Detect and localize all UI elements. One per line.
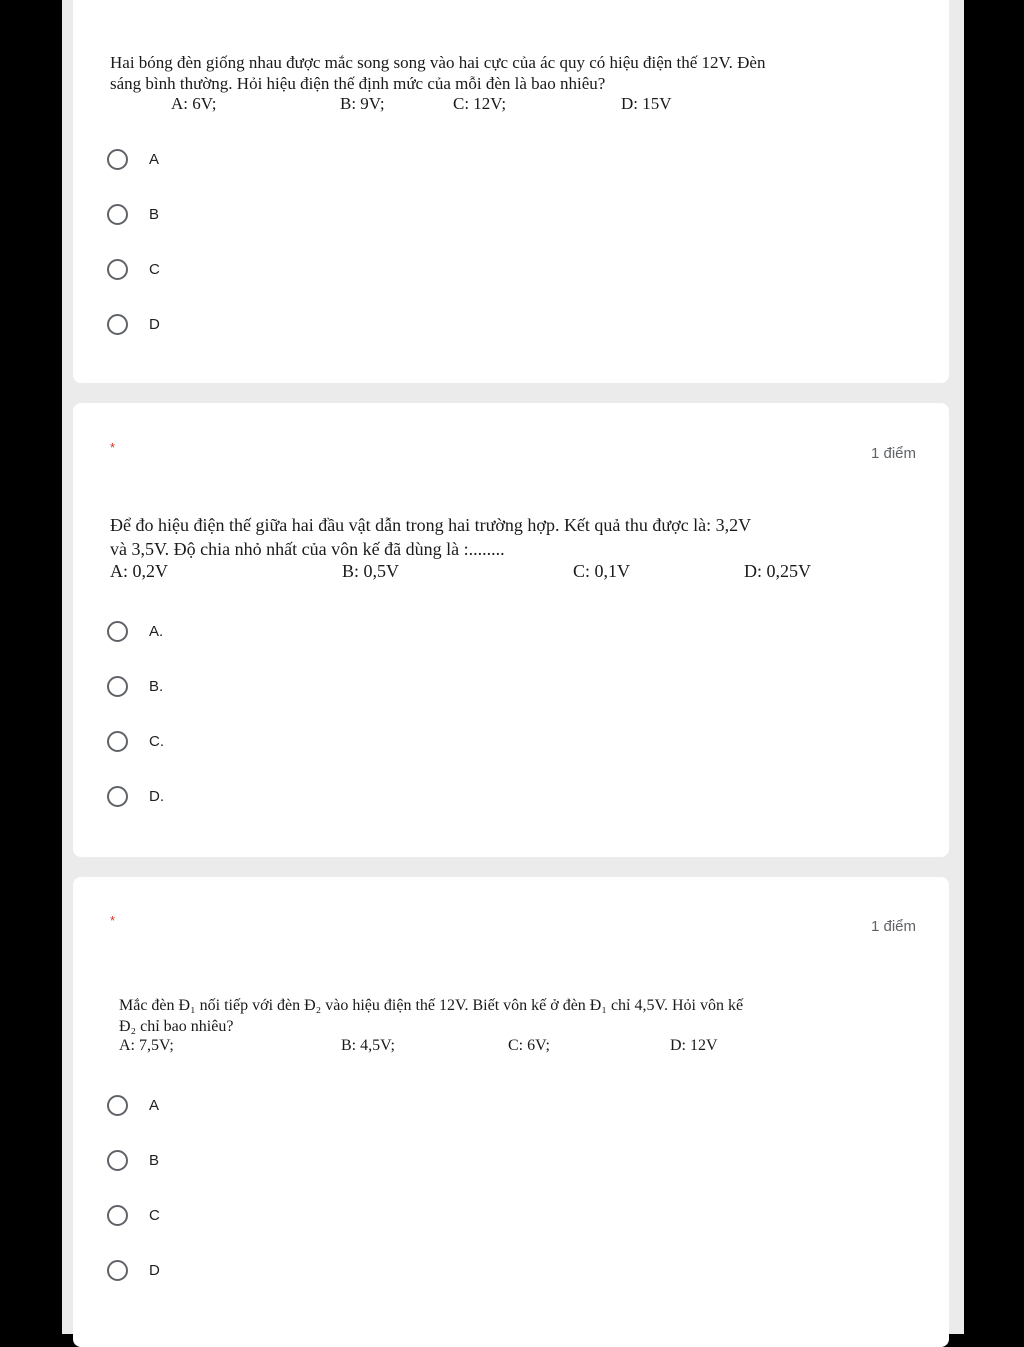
radio-circle-icon[interactable] (107, 204, 128, 225)
question-image-1 (110, 52, 930, 116)
radio-circle-icon[interactable] (107, 149, 128, 170)
option-label: A (149, 1096, 160, 1114)
option-label: C. (149, 732, 164, 750)
option-label: B. (149, 677, 164, 695)
question-text-line: Để đo hiệu điện thế giữa hai đầu vật dẫn trong hai trường hợp. Kết quả thu được là: 3,2V (110, 515, 752, 535)
option-label: C (149, 1206, 160, 1224)
required-asterisk: * (110, 440, 116, 455)
option-c[interactable] (107, 1201, 160, 1229)
radio-circle-icon[interactable] (107, 1150, 128, 1171)
radio-circle-icon[interactable] (107, 259, 128, 280)
radio-circle-icon[interactable] (107, 1260, 128, 1281)
answer-list (110, 94, 930, 116)
option-label: D. (149, 787, 164, 805)
option-label: D (149, 1261, 160, 1279)
question-card-1 (73, 0, 949, 383)
points-label: 1 điểm (870, 918, 916, 935)
option-b[interactable] (107, 672, 163, 700)
option-c[interactable] (107, 727, 164, 755)
option-label: B (149, 1151, 160, 1169)
option-d[interactable] (107, 1256, 160, 1284)
required-asterisk: * (110, 913, 116, 928)
radio-circle-icon[interactable] (107, 731, 128, 752)
question-image-2 (110, 513, 910, 587)
option-a[interactable] (107, 1091, 159, 1119)
answer-a: A: 0,2V (110, 561, 168, 581)
answer-d: D: 12V (670, 1037, 718, 1054)
radio-circle-icon[interactable] (107, 1205, 128, 1226)
answer-d: D: 15V (621, 94, 672, 113)
points-label: 1 điểm (870, 445, 916, 462)
option-label: C (149, 260, 160, 278)
option-d[interactable] (107, 310, 160, 338)
answer-d: D: 0,25V (744, 561, 811, 581)
option-d[interactable] (107, 782, 164, 810)
question-card-3 (73, 877, 949, 1347)
answer-c: C: 0,1V (573, 561, 631, 581)
question-text-line: Mắc đèn Đ₁ nối tiếp với đèn Đ₂ vào hiệu điện thế 12V. Biết vôn kế ở đèn Đ₁ chỉ 4,5V. Hỏi vôn kế (119, 997, 744, 1014)
option-b[interactable] (107, 1146, 159, 1174)
answer-c: C: 6V; (508, 1037, 550, 1054)
radio-circle-icon[interactable] (107, 676, 128, 697)
option-label: B (149, 205, 160, 223)
option-a[interactable] (107, 617, 163, 645)
answer-list (119, 1037, 919, 1059)
question-text-line: Đ₂ chỉ bao nhiêu? (119, 1018, 234, 1035)
radio-circle-icon[interactable] (107, 786, 128, 807)
question-image-3 (119, 995, 919, 1059)
answer-b: B: 9V; (340, 94, 385, 113)
option-label: A. (149, 622, 164, 640)
question-text-line: sáng bình thường. Hỏi hiệu điện thế định mức của mỗi đèn là bao nhiêu? (110, 74, 606, 93)
answer-list (110, 561, 910, 587)
option-b[interactable] (107, 200, 159, 228)
question-text-line: và 3,5V. Độ chia nhỏ nhất của vôn kế đã dùng là :........ (110, 539, 505, 559)
radio-circle-icon[interactable] (107, 314, 128, 335)
radio-circle-icon[interactable] (107, 1095, 128, 1116)
answer-a: A: 6V; (171, 94, 217, 113)
option-label: D (149, 315, 160, 333)
question-card-2 (73, 403, 949, 857)
option-a[interactable] (107, 145, 159, 173)
answer-b: B: 0,5V (342, 561, 400, 581)
option-label: A (149, 150, 160, 168)
answer-a: A: 7,5V; (119, 1037, 174, 1054)
answer-b: B: 4,5V; (341, 1037, 395, 1054)
radio-circle-icon[interactable] (107, 621, 128, 642)
option-c[interactable] (107, 255, 160, 283)
question-text-line: Hai bóng đèn giống nhau được mắc song song vào hai cực của ác quy có hiệu điện thế 12V. Đèn (110, 53, 766, 72)
answer-c: C: 12V; (453, 94, 507, 113)
form-page (62, 0, 964, 1334)
